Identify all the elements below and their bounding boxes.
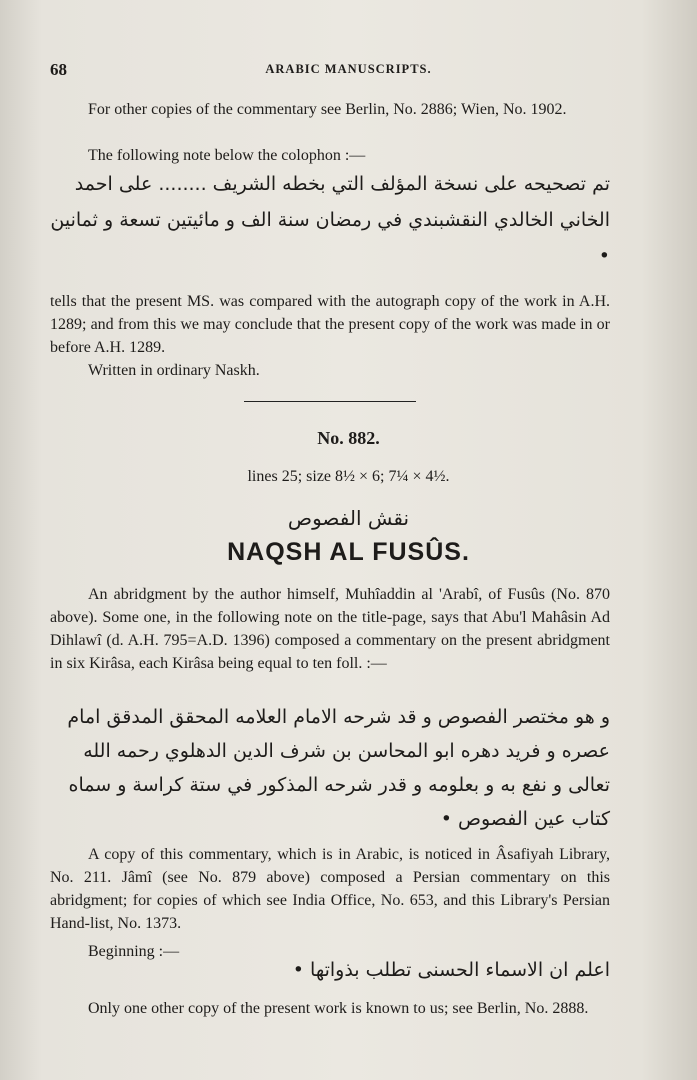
entry-arabic-title: نقش الفصوص <box>287 506 410 530</box>
paragraph-commentary-copy: A copy of this commentary, which is in Arabic, is noticed in Âsafiyah Library, No. 211. Jâmî (see No. 879 above) composed a Persian commentary on this abridgment; for copies of which see India Office, No. 653, and this Library's Persian Hand-list, No. 1373. <box>50 846 610 932</box>
entry-title: NAQSH AL FUSÛS. <box>227 538 470 566</box>
arabic-title-page-note: و هو مختصر الفصوص و قد شرحه الامام العلامه المحقق المدقق امام عصره و فريد دهره ابو المحاسن بن شرف الدين الدهلوي رحمه الله تعالى و نفع به و بعلومه و قدر شرحه المذكور في ستة كراسة و سماه كتاب عين الفصوص • <box>67 706 610 830</box>
running-head: ARABIC MANUSCRIPTS. <box>265 62 432 76</box>
paragraph-autograph-comparison: tells that the present MS. was compared with the autograph copy of the work in A.H. 1289; and from this we may conclude that the present copy of the work was made in or before A.H. 1289. <box>50 293 610 356</box>
page-number: 68 <box>50 60 67 79</box>
arabic-colophon-note: تم تصحيحه على نسخة المؤلف التي بخطه الشريف ........ على احمد الخاني الخالدي النقشبندي في رمضان سنة الف و مائيتين تسعة و ثمانين • <box>50 173 610 267</box>
paragraph-abridgment: An abridgment by the author himself, Muhîaddin al 'Arabî, of Fusûs (No. 870 above). Some one, in the following note on the title-page, says that Abu'l Mahâsin Ad Dihlawî (d. A.H. 795=A.D. 1396) composed a commentary on the present abridgment in six Kirâsa, each Kirâsa being equal to ten foll. :— <box>50 586 610 672</box>
paragraph-other-copies: For other copies of the commentary see Berlin, No. 2886; Wien, No. 1902. <box>88 101 567 118</box>
section-divider <box>244 401 416 402</box>
entry-meta: lines 25; size 8½ × 6; 7¼ × 4½. <box>247 468 450 485</box>
paragraph-other-copy: Only one other copy of the present work is known to us; see Berlin, No. 2888. <box>88 1000 589 1017</box>
page-header <box>50 60 647 82</box>
paragraph-colophon-intro: The following note below the colophon :— <box>88 147 366 164</box>
paragraph-script: Written in ordinary Naskh. <box>88 362 260 379</box>
beginning-label: Beginning :— <box>88 943 180 960</box>
arabic-beginning: اعلم ان الاسماء الحسنى تطلب بذواتها • <box>292 959 610 981</box>
entry-number: No. 882. <box>317 428 380 448</box>
